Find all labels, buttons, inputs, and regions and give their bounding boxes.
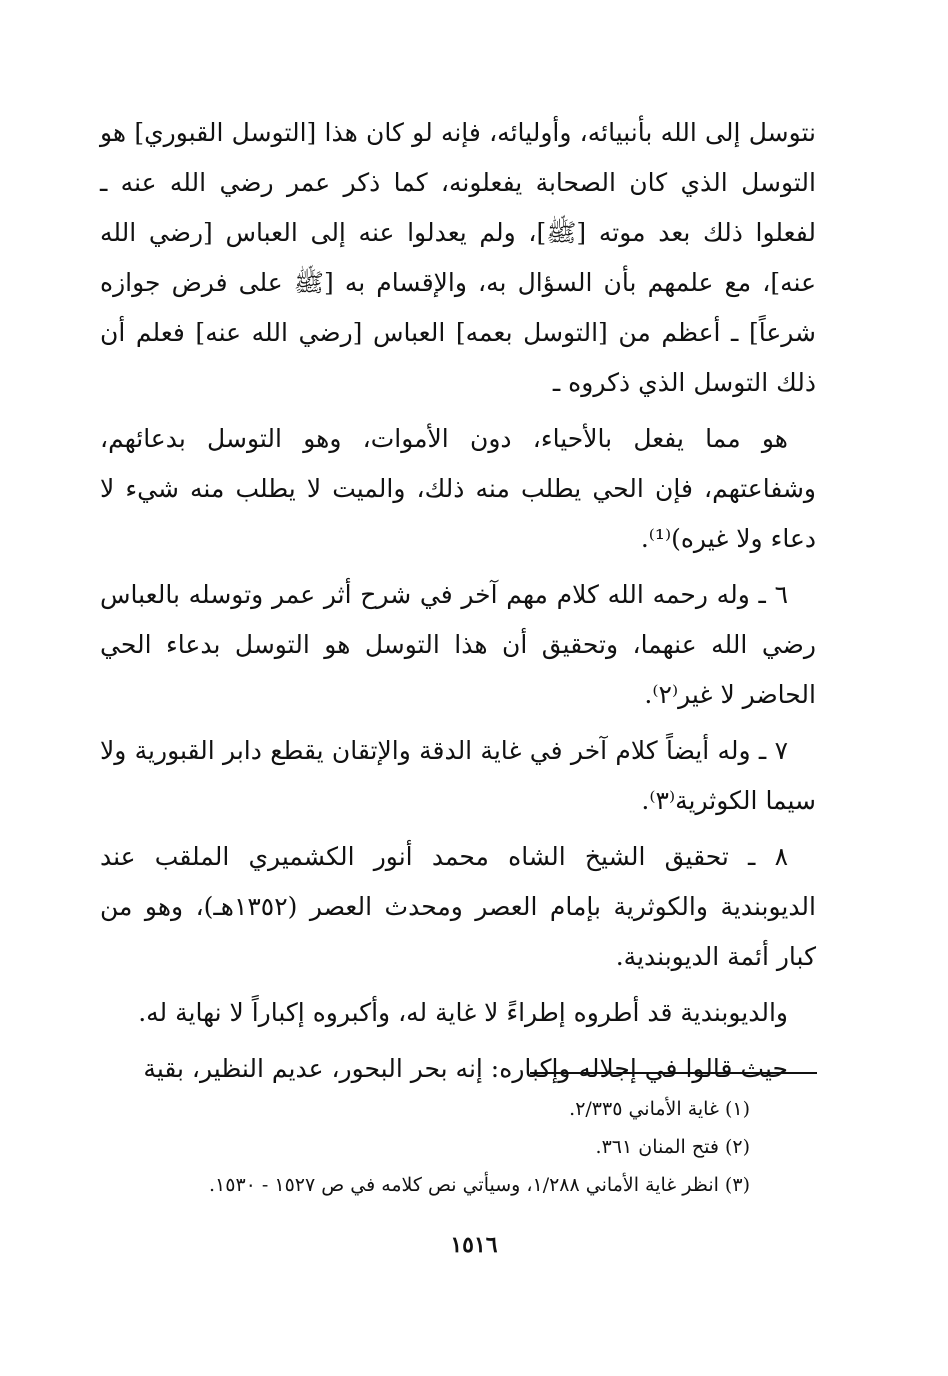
footnote-3: (٣) انظر غاية الأماني ١/٢٨٨، وسيأتي نص كلامه في ص ١٥٢٧ - ١٥٣٠. — [208, 1174, 750, 1196]
paragraph-1: نتوسل إلى الله بأنبيائه، وأوليائه، فإنه لو كان هذا [التوسل القبوري] هو التوسل الذي كان الصحابة يفعلونه، كما ذكر عمر رضي الله عنه ـ لفعلوا ذلك بعد موته [ﷺ]، ولم يعدلوا عنه إلى العباس [رضي الله عنه]، مع علمهم بأن السؤال به، والإقسام به [ﷺ على فرض جوازه شرعاً] ـ أعظم من [التوسل بعمه] العباس [رضي الله عنه] فعلم أن ذلك التوسل الذي ذكروه ـ — [100, 118, 816, 397]
paragraph-5: ٨ ـ تحقيق الشيخ الشاه محمد أنور الكشميري الملقب عند الديوبندية والكوثرية بإمام العصر ومحدث العصر (١٣٥٢هـ)، وهو من كبار أئمة الديوبندية. — [100, 842, 816, 971]
page-number: ١٥١٦ — [450, 1232, 498, 1258]
footnote-1: (١) غاية الأماني ٢/٣٣٥. — [569, 1098, 750, 1120]
paragraph-6: والديوبندية قد أطروه إطراءً لا غاية له، وأكبروه إكباراً لا نهاية له. — [138, 998, 788, 1027]
paragraph-3: ٦ ـ وله رحمه الله كلام مهم آخر في شرح أثر عمر وتوسله بالعباس رضي الله عنهما، وتحقيق أن هذا التوسل هو التوسل بدعاء الحي الحاضر لا غير⁽٢⁾. — [100, 580, 816, 709]
main-text — [100, 108, 816, 1100]
footnotes — [100, 1090, 750, 1204]
footnote-divider — [530, 1072, 817, 1074]
paragraph-7: حيث قالوا في إجلاله وإكباره: إنه بحر البحور، عديم النظير، بقية — [143, 1054, 788, 1083]
paragraph-4: ٧ ـ وله أيضاً كلام آخر في غاية الدقة والإتقان يقطع دابر القبورية ولا سيما الكوثرية⁽٣⁾. — [100, 736, 816, 815]
footnote-2: (٢) فتح المنان ٣٦١. — [595, 1136, 750, 1158]
paragraph-2: هو مما يفعل بالأحياء، دون الأموات، وهو التوسل بدعائهم، وشفاعتهم، فإن الحي يطلب منه ذلك، والميت لا يطلب منه شيء لا دعاء ولا غيره)⁽¹⁾. — [100, 424, 816, 553]
